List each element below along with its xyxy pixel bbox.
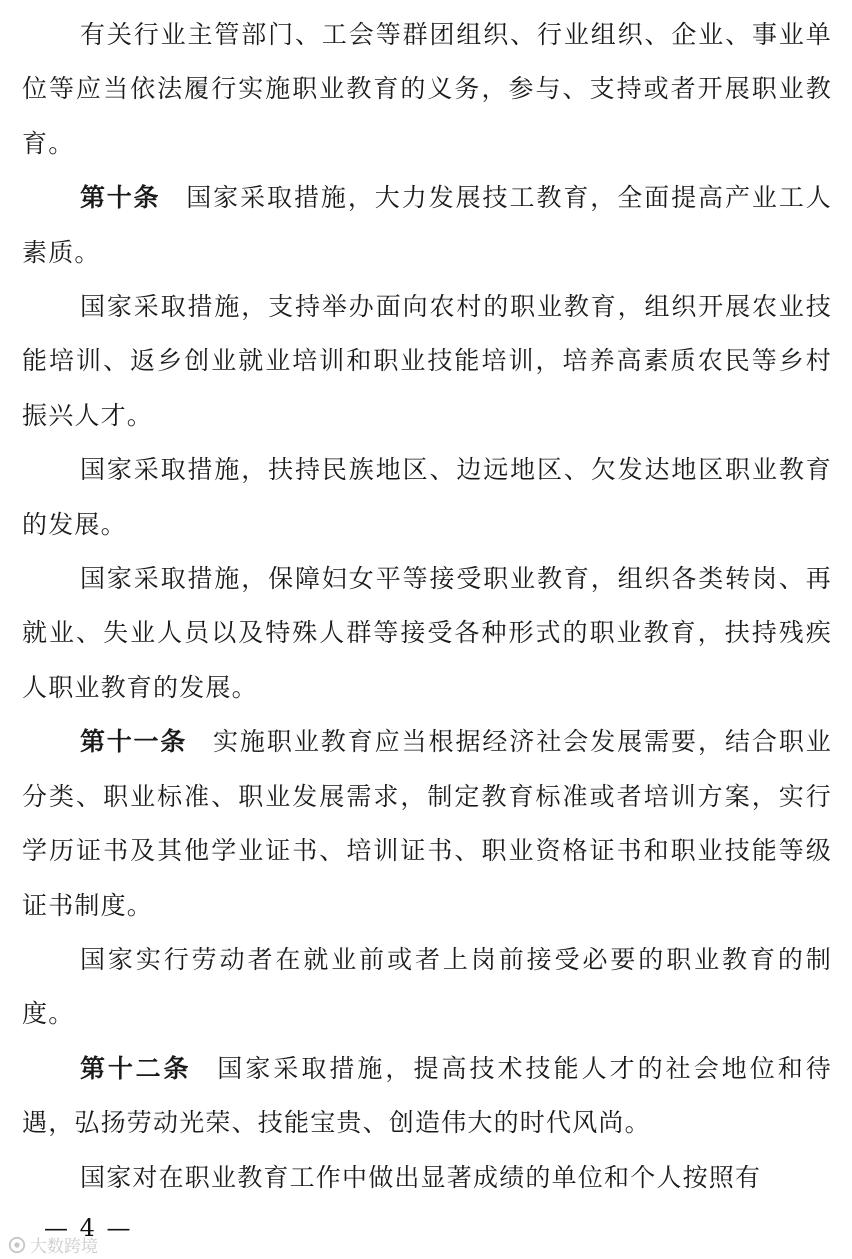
paragraph-1-text: 有关行业主管部门、工会等群团组织、行业组织、企业、事业单位等应当依法履行实施职业教育的义务，参与、支持或者开展职业教育。 [22, 20, 832, 158]
article-11-heading: 第十一条 [80, 727, 187, 757]
paragraph-7-text: 国家实行劳动者在就业前或者上岗前接受必要的职业教育的制度。 [22, 944, 832, 1029]
paragraph-7 [22, 933, 832, 1042]
paragraph-9 [22, 1151, 832, 1205]
paragraph-3-text: 国家采取措施，支持举办面向农村的职业教育，组织开展农业技能培训、返乡创业就业培训和职业技能培训，培养高素质农民等乡村振兴人才。 [22, 292, 832, 430]
article-12-heading: 第十二条 [80, 1053, 192, 1083]
document-page [22, 8, 832, 1205]
watermark-logo-icon [8, 1236, 26, 1254]
paragraph-9-text: 国家对在职业教育工作中做出显著成绩的单位和个人按照有 [80, 1162, 762, 1192]
paragraph-1 [22, 8, 832, 171]
paragraph-5 [22, 552, 832, 715]
watermark [8, 1232, 98, 1257]
watermark-text: 大数跨境 [30, 1237, 98, 1257]
article-10 [22, 171, 832, 280]
article-11 [22, 715, 832, 933]
article-12 [22, 1042, 832, 1151]
article-10-text: 国家采取措施，大力发展技工教育，全面提高产业工人素质。 [22, 183, 832, 267]
article-10-heading: 第十条 [80, 183, 161, 213]
paragraph-3 [22, 280, 832, 443]
article-11-text: 实施职业教育应当根据经济社会发展需要，结合职业分类、职业标准、职业发展需求，制定教育标准或者培训方案，实行学历证书及其他学业证书、培训证书、职业资格证书和职业技能等级证书制度。 [22, 727, 832, 920]
paragraph-4-text: 国家采取措施，扶持民族地区、边远地区、欠发达地区职业教育的发展。 [22, 455, 832, 539]
paragraph-4 [22, 443, 832, 552]
article-12-text: 国家采取措施，提高技术技能人才的社会地位和待遇，弘扬劳动光荣、技能宝贵、创造伟大的时代风尚。 [22, 1053, 832, 1138]
paragraph-5-text: 国家采取措施，保障妇女平等接受职业教育，组织各类转岗、再就业、失业人员以及特殊人群等接受各种形式的职业教育，扶持残疾人职业教育的发展。 [22, 564, 832, 702]
page-number: — 4 — [44, 1214, 133, 1242]
